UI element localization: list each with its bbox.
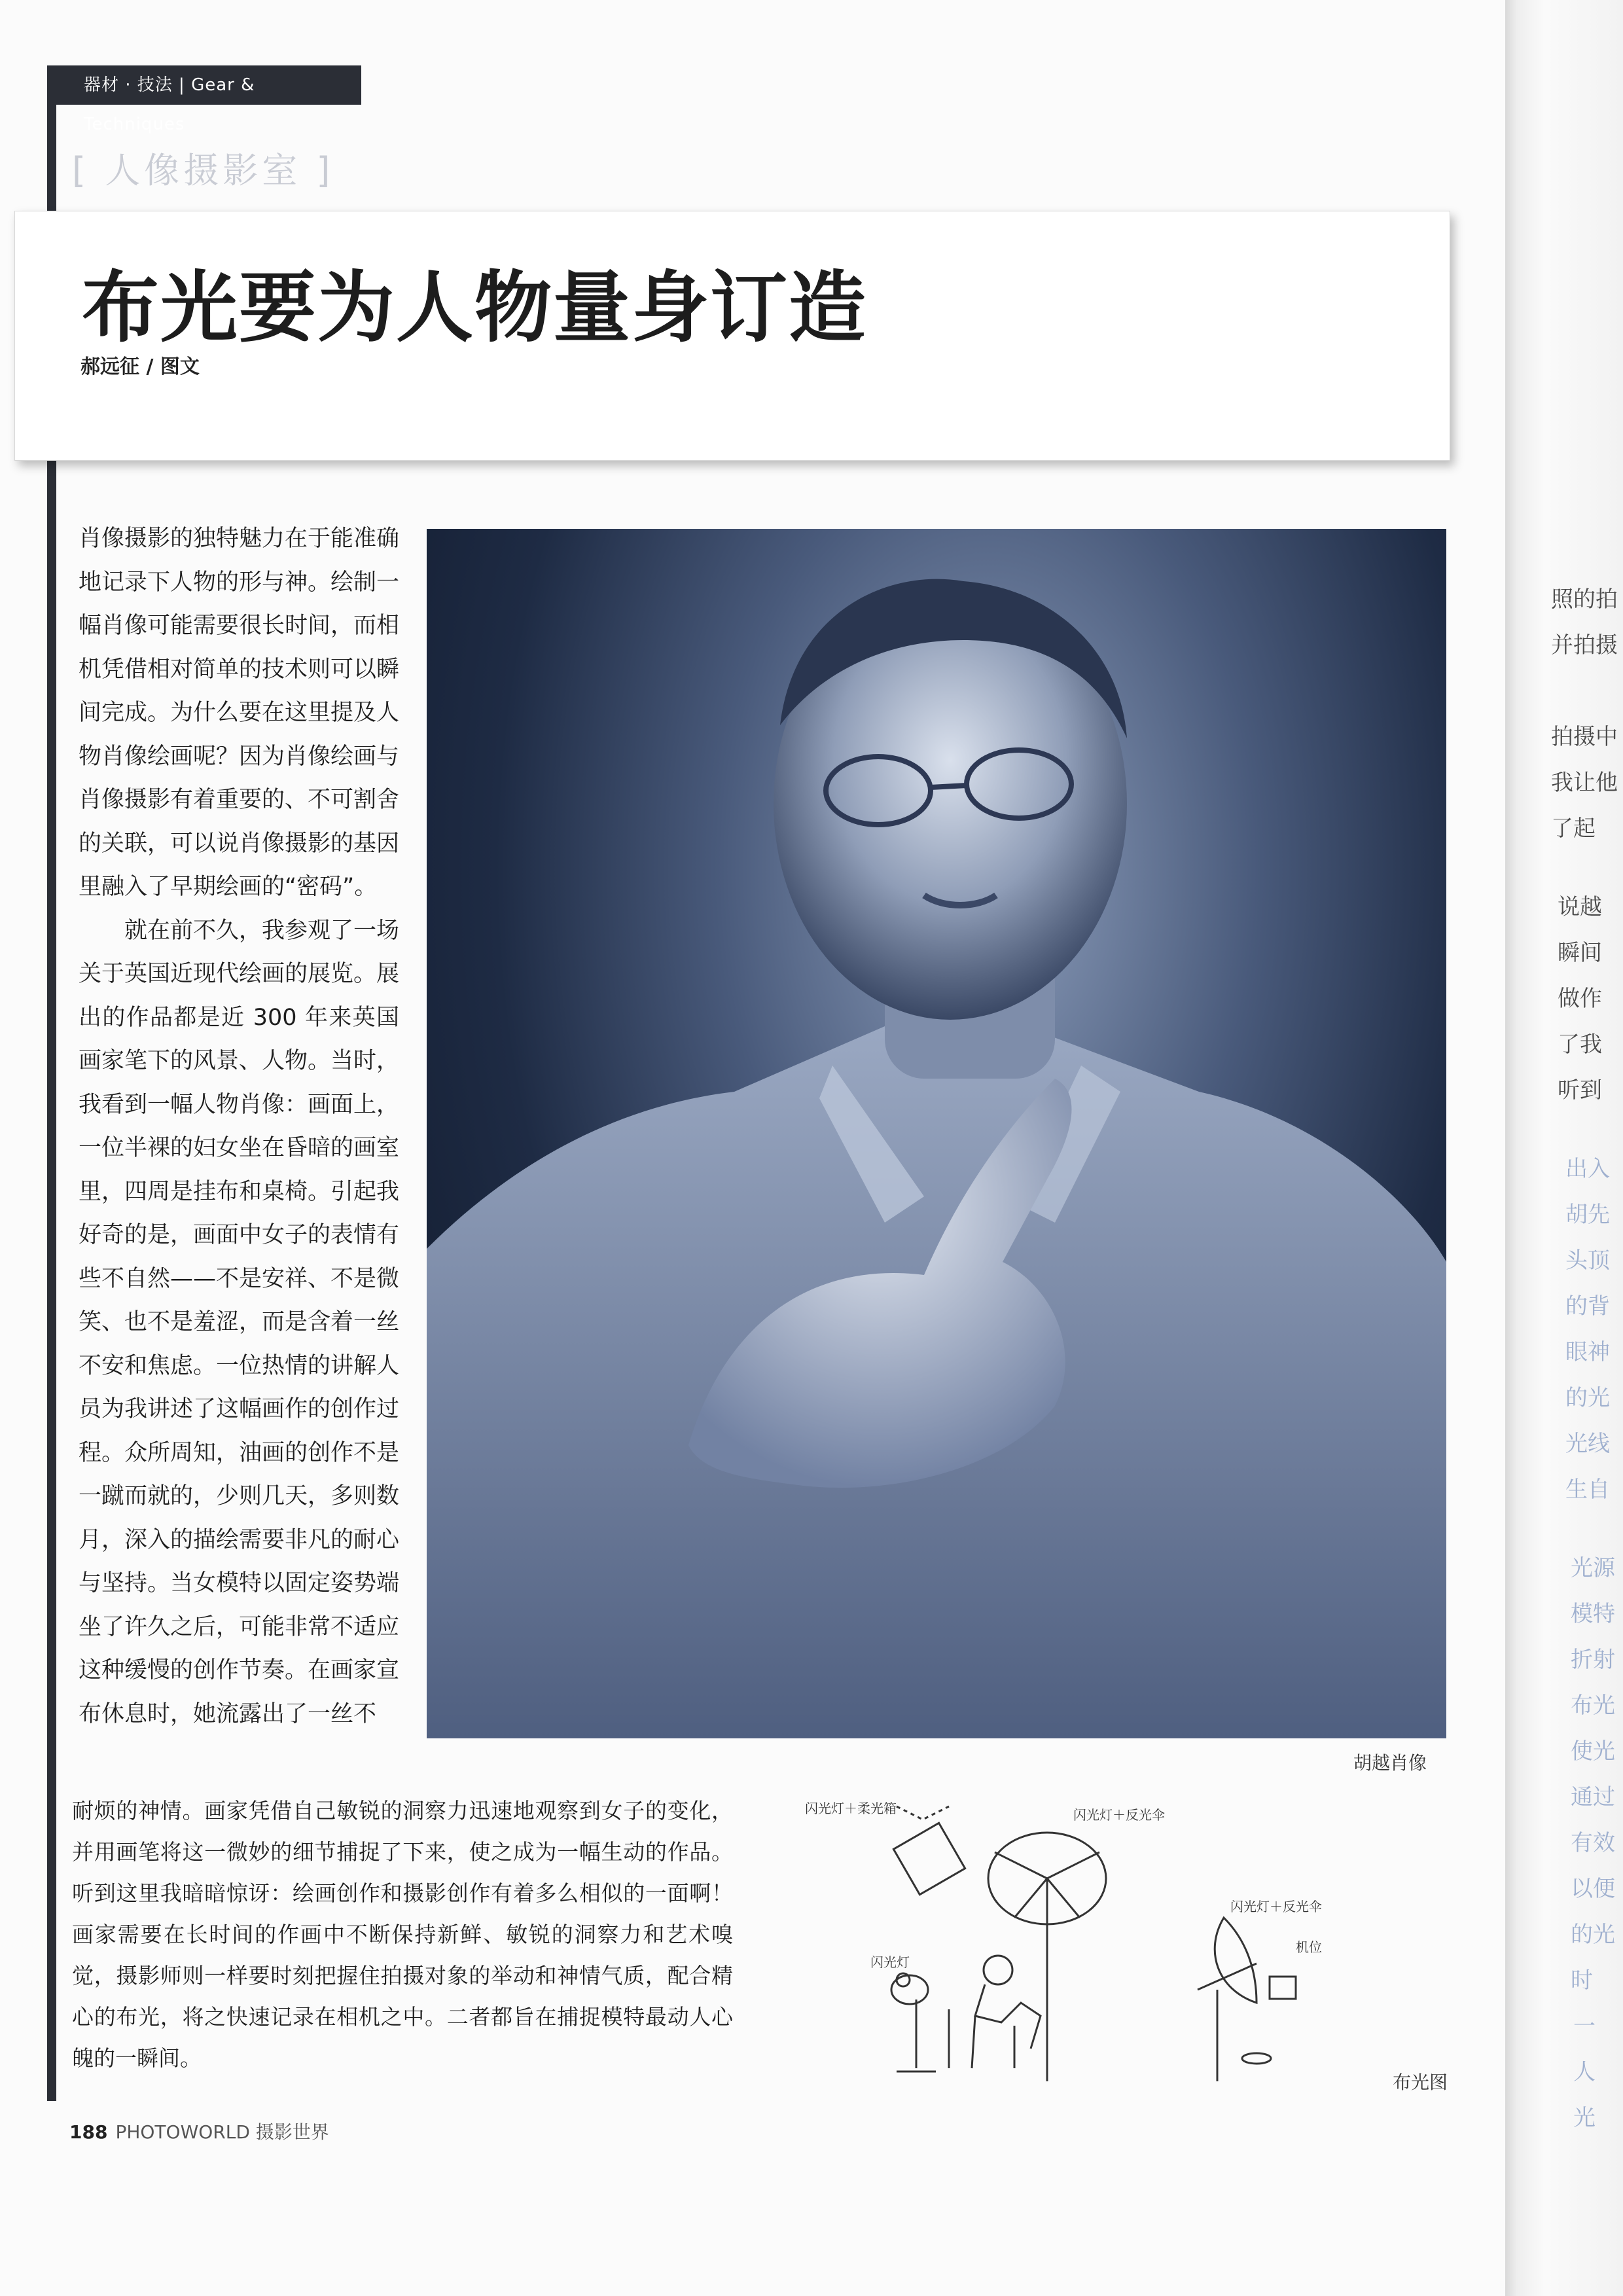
bleed-line: 布光 [1571, 1693, 1615, 1719]
page-number: 188 [69, 2121, 108, 2143]
title-box [14, 211, 1450, 461]
page-footer [69, 2118, 329, 2144]
paragraph-1: 肖像摄影的独特魅力在于能准确地记录下人物的形与神。绘制一幅肖像可能需要很长时间，而相机凭借相对简单的技术则可以瞬间完成。为什么要在这里提及人物肖像绘画呢？因为肖像绘画与肖像摄影有着重要的、不可割舍的关联，可以说肖像摄影的基因里融入了早期绘画的“密码”。 [79, 526, 400, 900]
bleed-line: 生自 [1565, 1477, 1610, 1503]
magazine-name: PHOTOWORLD 摄影世界 [115, 2121, 329, 2143]
article-title: 布光要为人物量身订造 [82, 262, 868, 353]
bleed-line: 折射 [1571, 1647, 1615, 1673]
bleed-line: 通过 [1571, 1784, 1615, 1810]
bleed-line: 眼神 [1565, 1339, 1610, 1365]
bleed-line: 光源 [1571, 1555, 1615, 1581]
bleed-line: 了起 [1551, 816, 1596, 842]
bleed-line: 拍摄中 [1551, 724, 1618, 750]
bleed-line: 光线 [1565, 1431, 1610, 1457]
bleed-line: 一 [1573, 2013, 1596, 2039]
bleed-line: 光 [1573, 2105, 1596, 2131]
bleed-line: 以便 [1571, 1876, 1615, 1902]
bleed-line: 胡先 [1565, 1202, 1610, 1228]
label-flash: 闪光灯 [870, 1954, 910, 1970]
article-body-column [79, 517, 399, 1736]
label-umbrella-2: 闪光灯＋反光伞 [1230, 1899, 1322, 1914]
bleed-line: 说越 [1558, 894, 1602, 920]
bleed-line: 出入 [1565, 1156, 1610, 1182]
paragraph-2-continued: 耐烦的神情。画家凭借自己敏锐的洞察力迅速地观察到女子的变化，并用画笔将这一微妙的细节捕捉了下来，使之成为一幅生动的作品。听到这里我暗暗惊讶：绘画创作和摄影创作有着多么相似的一面啊！画家需要在长时间的作画中不断保持新鲜、敏锐的洞察力和艺术嗅觉，摄影师则一样要时刻把握住拍摄对象的举动和神情气质，配合精心的布光，将之快速记录在相机之中。二者都旨在捕捉模特最动人心魄的一瞬间。 [72, 1798, 733, 2071]
next-page-edge [1505, 0, 1623, 2296]
paragraph-2: 就在前不久，我参观了一场关于英国近现代绘画的展览。展出的作品都是近 300 年来英国画家笔下的风景、人物。当时，我看到一幅人物肖像：画面上，一位半裸的妇女坐在昏暗的画室里，四周是挂布和桌椅。引起我好奇的是，画面中女子的表情有些不自然——不是安祥、不是微笑、也不是羞涩，而是含着一丝不安和焦虑。一位热情的讲解人员为我讲述了这幅画作的创作过程。众所周知，油画的创作不是一蹴而就的，少则几天，多则数月，深入的描绘需要非凡的耐心与坚持。当女模特以固定姿势端坐了许久之后，可能非常不适应这种缓慢的创作节奏。在画家宣布休息时，她流露出了一丝不 [79, 917, 400, 1727]
bleed-line: 了我 [1558, 1031, 1602, 1058]
photo-caption: 胡越肖像 [1353, 1752, 1427, 1774]
bleed-line: 时 [1571, 1967, 1593, 1994]
bleed-line: 做作 [1558, 986, 1602, 1012]
bleed-line: 人 [1573, 2059, 1596, 2085]
label-camera: 机位 [1296, 1939, 1322, 1955]
article-body-wide [72, 1790, 733, 2079]
label-softbox: 闪光灯＋柔光箱 [805, 1801, 897, 1816]
bleed-line: 的光 [1571, 1922, 1615, 1948]
portrait-photo [427, 529, 1446, 1738]
bleed-line: 的背 [1565, 1293, 1610, 1319]
bleed-line: 我让他 [1551, 770, 1618, 796]
diagram-caption: 布光图 [1393, 2072, 1448, 2093]
lighting-diagram [798, 1780, 1453, 2088]
section-tag: 器材 · 技法 | Gear & Techniques [47, 65, 361, 105]
bleed-line: 头顶 [1565, 1247, 1610, 1274]
lighting-setup-drawing [798, 1780, 1453, 2088]
column-label: [ 人像摄影室 ] [72, 150, 334, 191]
bleed-line: 的光 [1565, 1385, 1610, 1411]
bleed-line: 使光 [1571, 1738, 1615, 1765]
bleed-line: 有效 [1571, 1830, 1615, 1856]
byline: 郝远征 / 图文 [80, 355, 200, 378]
bleed-line: 并拍摄 [1551, 632, 1618, 658]
bleed-line: 听到 [1558, 1077, 1602, 1103]
bleed-line: 瞬间 [1558, 940, 1602, 966]
label-umbrella-1: 闪光灯＋反光伞 [1073, 1807, 1165, 1823]
portrait-illustration [427, 529, 1446, 1738]
bleed-line: 照的拍 [1551, 586, 1618, 613]
bleed-line: 模特 [1571, 1601, 1615, 1627]
